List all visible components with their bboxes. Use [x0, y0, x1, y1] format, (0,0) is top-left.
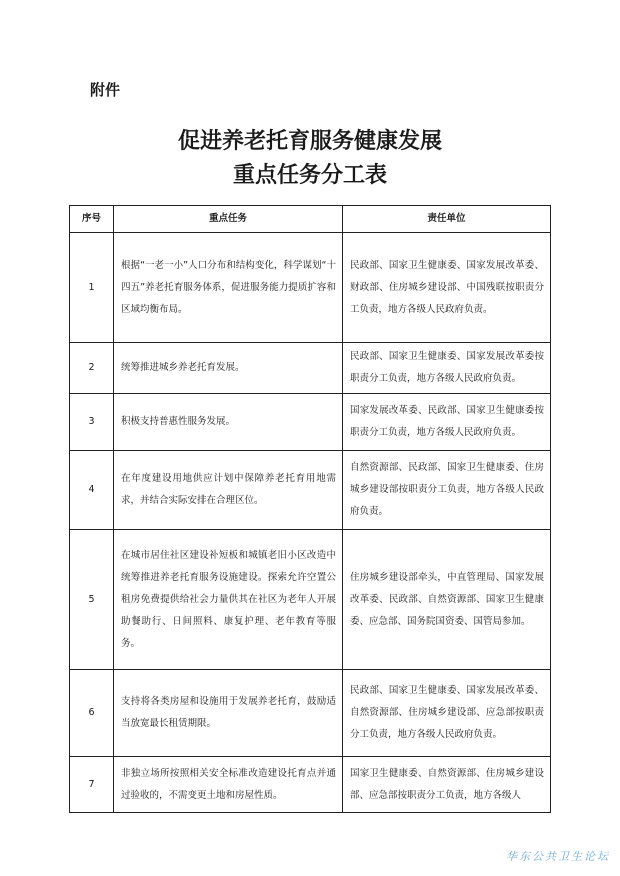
row-number: 2: [70, 343, 114, 394]
row-number: 4: [70, 451, 114, 530]
row-unit: 民政部、国家卫生健康委、国家发展改革委按职责分工负责，地方各级人民政府负责。: [343, 343, 551, 394]
row-unit: 民政部、国家卫生健康委、国家发展改革委、自然资源部、住房城乡建设部、应急部按职责分工负责，地方各级人民政府负责。: [343, 670, 551, 757]
table-row: [70, 757, 551, 813]
row-number: 7: [70, 757, 114, 813]
row-task: 积极支持普惠性服务发展。: [114, 394, 343, 451]
row-number: 6: [70, 670, 114, 757]
row-number: 5: [70, 530, 114, 670]
task-division-table: [69, 205, 551, 813]
document-title-line2: 重点任务分工表: [232, 162, 387, 188]
table-row: [70, 343, 551, 394]
table-row: [70, 394, 551, 451]
header-unit: 责任单位: [343, 206, 551, 233]
table-row: [70, 530, 551, 670]
table-row: [70, 670, 551, 757]
row-task: 支持将各类房屋和设施用于发展养老托育，鼓励适当放宽最长租赁期限。: [114, 670, 343, 757]
row-task: 根据“一老一小”人口分布和结构变化，科学谋划“十四五”养老托育服务体系，促进服务能力提质扩容和区域均衡布局。: [114, 233, 343, 343]
row-task: 统筹推进城乡养老托育发展。: [114, 343, 343, 394]
document-title-line1: 促进养老托育服务健康发展: [177, 128, 442, 154]
row-task: 在年度建设用地供应计划中保障养老托育用地需求，并结合实际安排在合理区位。: [114, 451, 343, 530]
row-unit: 自然资源部、民政部、国家卫生健康委、住房城乡建设部按职责分工负责，地方各级人民政府负责。: [343, 451, 551, 530]
row-unit: 民政部、国家卫生健康委、国家发展改革委、财政部、住房城乡建设部、中国残联按职责分工负责，地方各级人民政府负责。: [343, 233, 551, 343]
attachment-label: 附件: [90, 81, 121, 99]
table-header-row: [70, 206, 551, 233]
header-number: 序号: [70, 206, 114, 233]
header-task: 重点任务: [114, 206, 343, 233]
row-unit: 国家发展改革委、民政部、国家卫生健康委按职责分工负责，地方各级人民政府负责。: [343, 394, 551, 451]
table-row: [70, 451, 551, 530]
row-unit: 国家卫生健康委、自然资源部、住房城乡建设部、应急部按职责分工负责，地方各级人: [343, 757, 551, 813]
watermark-text: 华东公共卫生论坛: [506, 850, 610, 863]
table-row: [70, 233, 551, 343]
row-number: 1: [70, 233, 114, 343]
row-unit: 住房城乡建设部牵头，中直管理局、国家发展改革委、民政部、自然资源部、国家卫生健康委、应急部、国务院国资委、国管局参加。: [343, 530, 551, 670]
row-task: 在城市居住社区建设补短板和城镇老旧小区改造中统筹推进养老托育服务设施建设。探索允许空置公租房免费提供给社会力量供其在社区为老年人开展助餐助行、日间照料、康复护理、老年教育等服务。: [114, 530, 343, 670]
row-task: 非独立场所按照相关安全标准改造建设托育点并通过验收的，不需变更土地和房屋性质。: [114, 757, 343, 813]
row-number: 3: [70, 394, 114, 451]
